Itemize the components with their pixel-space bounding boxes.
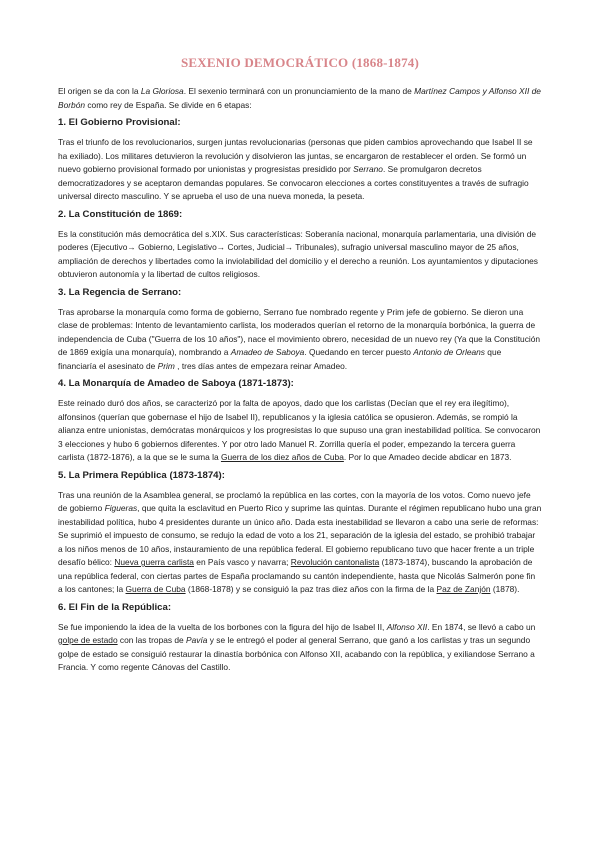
italic-text: Serrano — [353, 164, 383, 174]
italic-text: Alfonso XII — [386, 621, 428, 632]
intro-text: El origen se da con la — [58, 86, 141, 96]
underlined-text: Guerra de Cuba — [125, 584, 186, 594]
section-primera-republica — [58, 469, 542, 597]
paragraph-text: . Quedando en tercer puesto — [304, 347, 414, 357]
underlined-text: Revolución cantonalista — [290, 557, 380, 567]
section-heading: 6. El Fin de la República: — [58, 601, 172, 613]
section-heading: 5. La Primera República (1873-1874): — [58, 469, 225, 481]
section-heading: 3. La Regencia de Serrano: — [58, 286, 182, 298]
intro-paragraph — [58, 85, 542, 112]
section-monarquia-amadeo — [58, 377, 542, 465]
paragraph-text: (1868-1878) y se consiguió la paz tras diez años con la firma de la — [185, 584, 437, 594]
paragraph-text: , que quita la esclavitud en Puerto Rico y suprime las quintas. Durante el régimen republicano hubo una gran inestabilidad política, hubo 4 presidentes durante un único año. Dada esta inestabilidad se llevaron a cabo una serie de reformas: Se suprimió el impuesto de consumo, se redujo la edad de voto a los 21, separación de la iglesia del estado, se prohibió trabajar a los niños menos de 10 años, instauramiento de una república federal. El gobierno republicano tuvo que hacer frente a un triple desafío bélico: — [58, 503, 542, 567]
paragraph-text: (1878). — [490, 584, 520, 594]
intro-text: . El sexenio terminará con un pronunciamiento de la mano de — [183, 86, 415, 96]
section-paragraph — [58, 306, 542, 374]
section-heading: 2. La Constitución de 1869: — [58, 208, 183, 220]
paragraph-text: . Se promulgaron decretos democratizadores y se aceptaron demandas populares. Se convocaron elecciones a cortes constituyentes a través de sufragio universal directo masculino. Y se aprueba el uso de una nueva moneda, la peseta. — [58, 164, 529, 201]
italic-text: Pavía — [186, 635, 208, 645]
section-paragraph — [58, 136, 542, 204]
underlined-text: Nueva guerra carlista — [114, 557, 194, 567]
intro-text: como rey de España. Se divide en 6 etapas: — [85, 99, 252, 110]
section-heading: 1. El Gobierno Provisional: — [58, 117, 181, 128]
paragraph-text: (1873-1874), buscando la aprobación de una república federal, con ciertas partes de España proclamando su cantón independiente, hasta que Nicolás Salmerón pone fin a los cantones; la — [58, 557, 536, 594]
paragraph-text: Se fue imponiendo la idea de la vuelta de los borbones con la figura del hijo de Isabel II, — [58, 621, 387, 632]
paragraph-text: en País vasco y navarra; — [193, 557, 291, 567]
section-paragraph — [58, 489, 542, 597]
section-gobierno-provisional — [58, 116, 542, 204]
section-constitucion-1869 — [58, 208, 542, 282]
paragraph-text: y se le entregó el poder al general Serrano, que ganó a los carlistas y tras un segundo golpe de estado se consiguió restaurar la dinastía borbónica con Alfonso XII, acabando con la república, y exiliandose Serrano a Francia. Y como regente Cánovas del Castillo. — [58, 635, 535, 672]
paragraph-text: Tras el triunfo de los revolucionarios, surgen juntas revolucionarias (personas que piden cambios aprovechando que Isabel II se ha exiliado). Los militares detuvieron la revolución y disolvieron las juntas, se encargaron de restablecer el orden. Se formó un nuevo gobierno provisional formado por unionistas y progresistas presidido por — [58, 137, 533, 174]
intro-italic: Martínez Campos y Alfonso XII de Borbón — [58, 86, 541, 110]
page-title: SEXENIO DEMOCRÁTICO (1868-1874) — [180, 55, 420, 70]
section-paragraph — [58, 228, 542, 282]
underlined-text: Paz de Zanjón — [436, 584, 491, 594]
paragraph-text: . En 1874, se llevó a cabo un — [427, 621, 536, 632]
underlined-text: golpe de estado — [58, 635, 118, 645]
paragraph-text: con las tropas de — [117, 635, 187, 645]
italic-text: Prim — [157, 360, 175, 371]
paragraph-text: Tras aprobarse la monarquía como forma de gobierno, Serrano fue nombrado regente y Prim jefe de gobierno. Se dieron una clase de problemas: Intento de levantamiento carlista, los moderados querían el retorno de la monarquía borbónica, la guerra de independencia de Cuba ("Guerra de los 10 años"), nace el movimiento obrero, necesidad de un nuevo rey (Ya que la Constitución de 1869 exigía una monarquía), nombrando a — [58, 306, 541, 357]
underlined-text: Guerra de los diez años de Cuba — [220, 452, 344, 462]
section-paragraph — [58, 397, 542, 465]
paragraph-text: , tres días antes de empezara reinar Amadeo. — [174, 360, 348, 371]
paragraph-text: Tras una reunión de la Asamblea general, se proclamó la república en las cortes, con la mayoría de los votos. Como nuevo jefe de gobierno — [58, 489, 531, 513]
paragraph-text: . Por lo que Amadeo decide abdicar en 1873. — [343, 452, 512, 462]
paragraph-text: Este reinado duró dos años, se caracterizó por la falta de apoyos, dado que los carlistas (Decían que el rey era ilegítimo), alfonsinos (querían que gobernase el hijo de Isabel II), republicanos y la iglesia católica se opusieron. Además, se rompió la alianza entre unionistas, demócratas monárquicos y los progresistas lo que supuso una gran inestabilidad política. Se convocaron 3 elecciones y hubo 6 gobiernos diferentes. Y por otro lado Manuel R. Zorrilla quería el poder, empezando la tercera guerra carlista (1872-1876), a la que se le suma la — [58, 398, 541, 462]
intro-italic: La Gloriosa — [140, 86, 184, 96]
section-heading: 4. La Monarquía de Amadeo de Saboya (1871-1873): — [58, 378, 294, 389]
italic-text: Amadeo de Saboya — [230, 347, 305, 357]
italic-text: Antonio de Orleans — [413, 347, 485, 357]
section-fin-republica — [58, 601, 542, 675]
italic-text: Figueras — [104, 503, 138, 513]
section-paragraph — [58, 621, 542, 675]
section-regencia-serrano — [58, 286, 542, 374]
paragraph-text: que financiaría el asesinato de — [58, 347, 502, 371]
paragraph-text: Es la constitución más democrática del s.XIX. Sus características: Soberanía nacional, monarquía parlamentaria, una división de poderes (Ejecutivo→ Gobierno, Legislativo→ Cortes, Judicial→ Tribunales), sufragio universal masculino mayor de 25 años, ampliación de derechos y libertades como la inviolabilidad del domicilio y el derecho a reunión. Los ayuntamientos y diputaciones obtuvieron autonomía y la libertad de cultos religiosos. — [58, 228, 538, 279]
